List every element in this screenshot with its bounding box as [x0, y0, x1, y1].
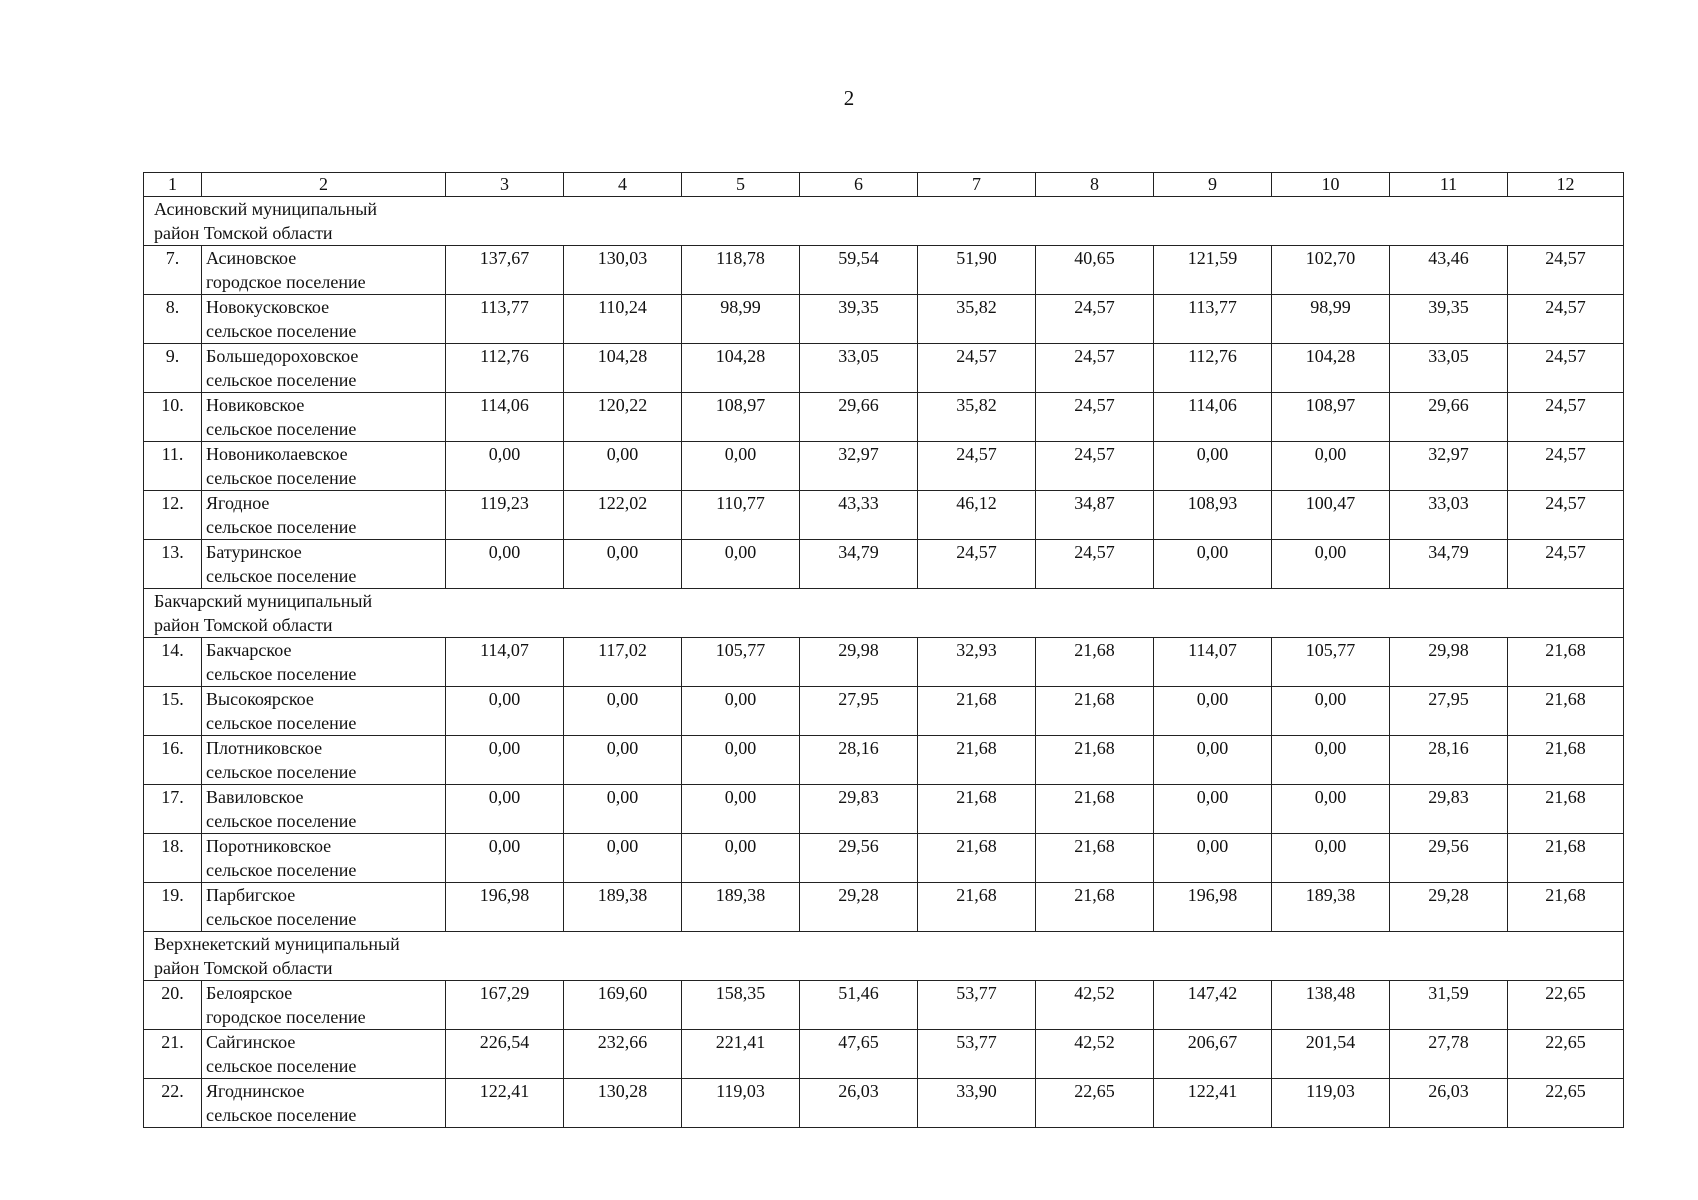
settlement-name-line: Новониколаевское: [206, 444, 348, 464]
settlement-name-line: Ягоднинское: [206, 1081, 305, 1101]
value-cell: 29,56: [800, 834, 918, 883]
value-cell: 29,98: [800, 638, 918, 687]
value-cell: 22,65: [1508, 981, 1624, 1030]
settlement-name-line: Плотниковское: [206, 738, 323, 758]
row-number: 10.: [144, 393, 202, 442]
value-cell: 24,57: [1036, 540, 1154, 589]
value-cell: 39,35: [1390, 295, 1508, 344]
table-row: [144, 491, 1624, 540]
value-cell: 21,68: [1036, 687, 1154, 736]
value-cell: 114,06: [446, 393, 564, 442]
settlement-name-line: сельское поселение: [206, 909, 357, 929]
row-number: 11.: [144, 442, 202, 491]
value-cell: 51,46: [800, 981, 918, 1030]
value-cell: 0,00: [446, 736, 564, 785]
district-group-row: [144, 589, 1624, 638]
row-number: 16.: [144, 736, 202, 785]
value-cell: 24,57: [1508, 442, 1624, 491]
column-number: 3: [446, 173, 564, 197]
value-cell: 189,38: [564, 883, 682, 932]
settlement-name-line: Ягодное: [206, 493, 270, 513]
value-cell: 33,05: [1390, 344, 1508, 393]
settlement-name: [202, 883, 446, 932]
row-number: 9.: [144, 344, 202, 393]
value-cell: 26,03: [1390, 1079, 1508, 1128]
column-number: 4: [564, 173, 682, 197]
table-row: [144, 785, 1624, 834]
value-cell: 0,00: [682, 834, 800, 883]
value-cell: 0,00: [682, 442, 800, 491]
table-row: [144, 442, 1624, 491]
row-number: 13.: [144, 540, 202, 589]
value-cell: 0,00: [1154, 687, 1272, 736]
value-cell: 59,54: [800, 246, 918, 295]
value-cell: 21,68: [1036, 638, 1154, 687]
value-cell: 206,67: [1154, 1030, 1272, 1079]
column-number: 1: [144, 173, 202, 197]
value-cell: 28,16: [1390, 736, 1508, 785]
value-cell: 104,28: [1272, 344, 1390, 393]
settlement-name: [202, 295, 446, 344]
value-cell: 21,68: [1036, 834, 1154, 883]
settlement-name-line: сельское поселение: [206, 1056, 357, 1076]
settlement-name-line: сельское поселение: [206, 566, 357, 586]
value-cell: 221,41: [682, 1030, 800, 1079]
value-cell: 21,68: [1036, 883, 1154, 932]
table-row: [144, 981, 1624, 1030]
column-number-row: [144, 173, 1624, 197]
page-number: 2: [843, 86, 855, 110]
value-cell: 34,87: [1036, 491, 1154, 540]
value-cell: 21,68: [1508, 883, 1624, 932]
value-cell: 28,16: [800, 736, 918, 785]
value-cell: 42,52: [1036, 981, 1154, 1030]
value-cell: 0,00: [1272, 785, 1390, 834]
value-cell: 32,97: [1390, 442, 1508, 491]
value-cell: 24,57: [918, 442, 1036, 491]
value-cell: 24,57: [1036, 344, 1154, 393]
value-cell: 0,00: [682, 687, 800, 736]
value-cell: 0,00: [564, 736, 682, 785]
column-number: 2: [202, 173, 446, 197]
table-row: [144, 1079, 1624, 1128]
value-cell: 21,68: [918, 883, 1036, 932]
settlement-name: [202, 246, 446, 295]
value-cell: 0,00: [446, 785, 564, 834]
value-cell: 167,29: [446, 981, 564, 1030]
settlement-name-line: Новиковское: [206, 395, 305, 415]
value-cell: 29,56: [1390, 834, 1508, 883]
value-cell: 0,00: [682, 540, 800, 589]
value-cell: 29,66: [800, 393, 918, 442]
value-cell: 147,42: [1154, 981, 1272, 1030]
value-cell: 53,77: [918, 1030, 1036, 1079]
value-cell: 43,33: [800, 491, 918, 540]
value-cell: 47,65: [800, 1030, 918, 1079]
table-row: [144, 295, 1624, 344]
value-cell: 0,00: [1154, 834, 1272, 883]
value-cell: 196,98: [446, 883, 564, 932]
value-cell: 110,24: [564, 295, 682, 344]
row-number: 17.: [144, 785, 202, 834]
value-cell: 114,06: [1154, 393, 1272, 442]
value-cell: 138,48: [1272, 981, 1390, 1030]
district-name-line: Асиновский муниципальный: [154, 199, 377, 219]
value-cell: 120,22: [564, 393, 682, 442]
value-cell: 22,65: [1036, 1079, 1154, 1128]
settlement-name-line: сельское поселение: [206, 370, 357, 390]
value-cell: 33,03: [1390, 491, 1508, 540]
value-cell: 113,77: [446, 295, 564, 344]
settlement-name-line: сельское поселение: [206, 860, 357, 880]
district-name: [144, 589, 1624, 638]
value-cell: 29,28: [800, 883, 918, 932]
table-row: [144, 344, 1624, 393]
settlement-name-line: Сайгинское: [206, 1032, 296, 1052]
value-cell: 46,12: [918, 491, 1036, 540]
value-cell: 0,00: [1154, 785, 1272, 834]
value-cell: 0,00: [682, 736, 800, 785]
column-number: 9: [1154, 173, 1272, 197]
value-cell: 24,57: [1508, 344, 1624, 393]
value-cell: 21,68: [918, 834, 1036, 883]
value-cell: 104,28: [564, 344, 682, 393]
settlement-name-line: Белоярское: [206, 983, 293, 1003]
district-group-row: [144, 197, 1624, 246]
table-body: [144, 173, 1624, 1128]
value-cell: 105,77: [682, 638, 800, 687]
value-cell: 130,28: [564, 1079, 682, 1128]
value-cell: 0,00: [564, 687, 682, 736]
row-number: 22.: [144, 1079, 202, 1128]
value-cell: 22,65: [1508, 1079, 1624, 1128]
value-cell: 0,00: [564, 442, 682, 491]
settlement-name-line: городское поселение: [206, 272, 366, 292]
value-cell: 0,00: [446, 687, 564, 736]
settlement-name-line: сельское поселение: [206, 1105, 357, 1125]
settlement-name: [202, 736, 446, 785]
value-cell: 24,57: [918, 540, 1036, 589]
value-cell: 0,00: [564, 785, 682, 834]
value-cell: 0,00: [564, 540, 682, 589]
value-cell: 29,83: [1390, 785, 1508, 834]
value-cell: 51,90: [918, 246, 1036, 295]
column-number: 5: [682, 173, 800, 197]
settlement-name: [202, 834, 446, 883]
table-row: [144, 393, 1624, 442]
value-cell: 21,68: [918, 687, 1036, 736]
table-row: [144, 1030, 1624, 1079]
settlement-name-line: городское поселение: [206, 1007, 366, 1027]
settlement-name-line: Вавиловское: [206, 787, 304, 807]
value-cell: 112,76: [446, 344, 564, 393]
value-cell: 21,68: [918, 736, 1036, 785]
value-cell: 21,68: [1036, 736, 1154, 785]
row-number: 21.: [144, 1030, 202, 1079]
settlement-name-line: Высокоярское: [206, 689, 314, 709]
settlement-name: [202, 1079, 446, 1128]
column-number: 10: [1272, 173, 1390, 197]
value-cell: 42,52: [1036, 1030, 1154, 1079]
value-cell: 122,41: [1154, 1079, 1272, 1128]
column-number: 8: [1036, 173, 1154, 197]
settlement-name: [202, 540, 446, 589]
settlement-name-line: сельское поселение: [206, 713, 357, 733]
value-cell: 21,68: [918, 785, 1036, 834]
value-cell: 130,03: [564, 246, 682, 295]
value-cell: 102,70: [1272, 246, 1390, 295]
column-number: 11: [1390, 173, 1508, 197]
settlement-name-line: сельское поселение: [206, 811, 357, 831]
value-cell: 0,00: [446, 540, 564, 589]
settlement-name-line: сельское поселение: [206, 664, 357, 684]
value-cell: 24,57: [1508, 540, 1624, 589]
settlement-name: [202, 442, 446, 491]
value-cell: 29,66: [1390, 393, 1508, 442]
settlement-name-line: сельское поселение: [206, 419, 357, 439]
value-cell: 0,00: [1272, 540, 1390, 589]
value-cell: 137,67: [446, 246, 564, 295]
value-cell: 196,98: [1154, 883, 1272, 932]
value-cell: 108,97: [1272, 393, 1390, 442]
row-number: 18.: [144, 834, 202, 883]
value-cell: 40,65: [1036, 246, 1154, 295]
value-cell: 119,03: [1272, 1079, 1390, 1128]
value-cell: 21,68: [1508, 785, 1624, 834]
value-cell: 24,57: [1508, 491, 1624, 540]
district-name-line: район Томской области: [154, 958, 333, 978]
value-cell: 122,02: [564, 491, 682, 540]
value-cell: 226,54: [446, 1030, 564, 1079]
value-cell: 100,47: [1272, 491, 1390, 540]
table-row: [144, 834, 1624, 883]
value-cell: 39,35: [800, 295, 918, 344]
value-cell: 108,97: [682, 393, 800, 442]
value-cell: 189,38: [1272, 883, 1390, 932]
value-cell: 108,93: [1154, 491, 1272, 540]
value-cell: 0,00: [564, 834, 682, 883]
settlement-name-line: Бакчарское: [206, 640, 292, 660]
value-cell: 0,00: [1154, 736, 1272, 785]
settlement-name-line: сельское поселение: [206, 517, 357, 537]
settlement-name: [202, 638, 446, 687]
district-group-row: [144, 932, 1624, 981]
district-name-line: Бакчарский муниципальный: [154, 591, 373, 611]
value-cell: 21,68: [1508, 638, 1624, 687]
value-cell: 121,59: [1154, 246, 1272, 295]
value-cell: 53,77: [918, 981, 1036, 1030]
value-cell: 27,95: [1390, 687, 1508, 736]
district-name: [144, 197, 1624, 246]
district-name-line: район Томской области: [154, 223, 333, 243]
value-cell: 0,00: [1154, 540, 1272, 589]
settlement-name-line: сельское поселение: [206, 762, 357, 782]
value-cell: 232,66: [564, 1030, 682, 1079]
column-number: 12: [1508, 173, 1624, 197]
value-cell: 24,57: [1508, 246, 1624, 295]
settlement-name-line: сельское поселение: [206, 321, 357, 341]
table-row: [144, 687, 1624, 736]
value-cell: 33,90: [918, 1079, 1036, 1128]
value-cell: 98,99: [1272, 295, 1390, 344]
value-cell: 35,82: [918, 393, 1036, 442]
settlement-name: [202, 393, 446, 442]
value-cell: 24,57: [1036, 442, 1154, 491]
settlement-name-line: сельское поселение: [206, 468, 357, 488]
value-cell: 21,68: [1036, 785, 1154, 834]
settlement-name-line: Новокусковское: [206, 297, 330, 317]
value-cell: 0,00: [1272, 687, 1390, 736]
value-cell: 0,00: [1272, 736, 1390, 785]
district-name: [144, 932, 1624, 981]
value-cell: 24,57: [918, 344, 1036, 393]
value-cell: 98,99: [682, 295, 800, 344]
value-cell: 24,57: [1508, 295, 1624, 344]
settlement-name-line: Поротниковское: [206, 836, 332, 856]
value-cell: 104,28: [682, 344, 800, 393]
settlement-name-line: Парбигское: [206, 885, 296, 905]
row-number: 14.: [144, 638, 202, 687]
value-cell: 105,77: [1272, 638, 1390, 687]
value-cell: 189,38: [682, 883, 800, 932]
row-number: 7.: [144, 246, 202, 295]
value-cell: 24,57: [1036, 295, 1154, 344]
value-cell: 110,77: [682, 491, 800, 540]
value-cell: 21,68: [1508, 834, 1624, 883]
table-row: [144, 246, 1624, 295]
value-cell: 0,00: [1272, 442, 1390, 491]
value-cell: 117,02: [564, 638, 682, 687]
value-cell: 24,57: [1036, 393, 1154, 442]
value-cell: 29,28: [1390, 883, 1508, 932]
row-number: 15.: [144, 687, 202, 736]
value-cell: 0,00: [1154, 442, 1272, 491]
value-cell: 158,35: [682, 981, 800, 1030]
settlement-name: [202, 491, 446, 540]
value-cell: 27,78: [1390, 1030, 1508, 1079]
value-cell: 169,60: [564, 981, 682, 1030]
value-cell: 201,54: [1272, 1030, 1390, 1079]
settlement-name: [202, 687, 446, 736]
value-cell: 29,83: [800, 785, 918, 834]
value-cell: 114,07: [1154, 638, 1272, 687]
value-cell: 43,46: [1390, 246, 1508, 295]
value-cell: 0,00: [446, 834, 564, 883]
settlement-name-line: Большедороховское: [206, 346, 359, 366]
row-number: 8.: [144, 295, 202, 344]
value-cell: 118,78: [682, 246, 800, 295]
row-number: 19.: [144, 883, 202, 932]
settlement-name: [202, 981, 446, 1030]
value-cell: 114,07: [446, 638, 564, 687]
value-cell: 31,59: [1390, 981, 1508, 1030]
column-number: 6: [800, 173, 918, 197]
value-cell: 122,41: [446, 1079, 564, 1128]
value-cell: 119,03: [682, 1079, 800, 1128]
value-cell: 26,03: [800, 1079, 918, 1128]
tariff-table: [143, 172, 1624, 1128]
settlement-name: [202, 785, 446, 834]
value-cell: 32,97: [800, 442, 918, 491]
settlement-name-line: Батуринское: [206, 542, 302, 562]
value-cell: 33,05: [800, 344, 918, 393]
value-cell: 29,98: [1390, 638, 1508, 687]
table-row: [144, 736, 1624, 785]
value-cell: 35,82: [918, 295, 1036, 344]
value-cell: 0,00: [682, 785, 800, 834]
district-name-line: Верхнекетский муниципальный: [154, 934, 400, 954]
value-cell: 0,00: [1272, 834, 1390, 883]
value-cell: 119,23: [446, 491, 564, 540]
value-cell: 24,57: [1508, 393, 1624, 442]
value-cell: 21,68: [1508, 687, 1624, 736]
value-cell: 27,95: [800, 687, 918, 736]
value-cell: 113,77: [1154, 295, 1272, 344]
district-name-line: район Томской области: [154, 615, 333, 635]
settlement-name: [202, 1030, 446, 1079]
value-cell: 34,79: [1390, 540, 1508, 589]
table-row: [144, 540, 1624, 589]
value-cell: 0,00: [446, 442, 564, 491]
value-cell: 32,93: [918, 638, 1036, 687]
value-cell: 21,68: [1508, 736, 1624, 785]
table-row: [144, 883, 1624, 932]
value-cell: 112,76: [1154, 344, 1272, 393]
settlement-name-line: Асиновское: [206, 248, 297, 268]
table-row: [144, 638, 1624, 687]
settlement-name: [202, 344, 446, 393]
value-cell: 22,65: [1508, 1030, 1624, 1079]
column-number: 7: [918, 173, 1036, 197]
value-cell: 34,79: [800, 540, 918, 589]
row-number: 20.: [144, 981, 202, 1030]
row-number: 12.: [144, 491, 202, 540]
